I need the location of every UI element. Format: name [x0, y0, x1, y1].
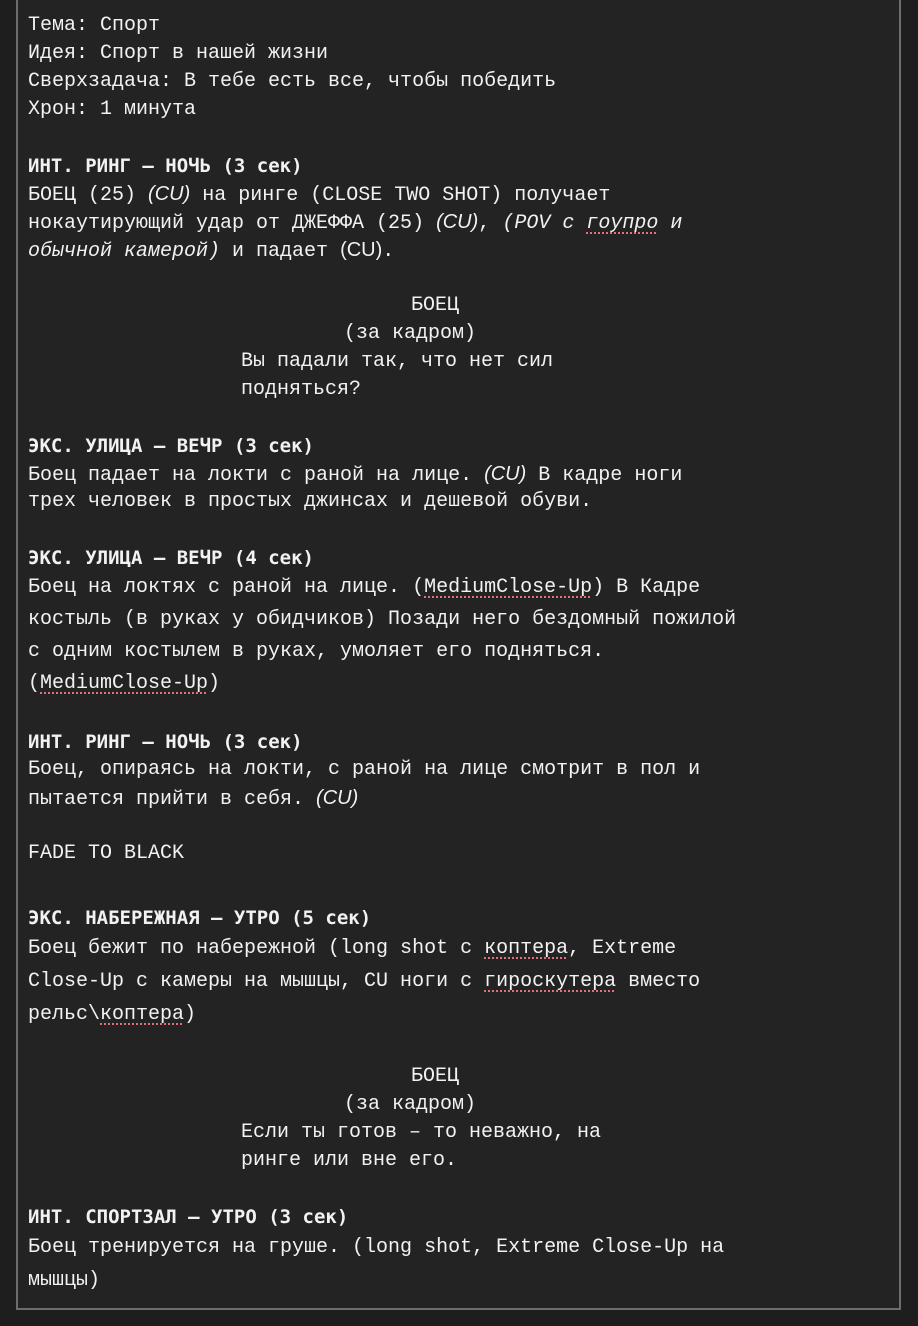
text-run: нокаутирующий удар от ДЖЕФФА (25) [28, 212, 437, 235]
scene4-action-line-2 [28, 784, 890, 812]
dialogue1-character: БОЕЦ [411, 294, 460, 317]
text-run: БОЕЦ (25) [28, 184, 149, 207]
scene4-action-line-1: Боец, опираясь на локти, с раной на лице смотрит в пол и [28, 758, 701, 781]
screenplay-document[interactable] [28, 12, 890, 1297]
shot-tag: (CU) [436, 211, 479, 233]
scene5-action-line-3 [28, 998, 890, 1031]
transition: FADE TO BLACK [28, 842, 185, 865]
meta-duration: Хрон: 1 минута [28, 98, 197, 121]
scene-heading-3: ЭКС. УЛИЦА – ВЕЧР (4 сек) [28, 547, 314, 569]
dialogue2-line-1: Если ты готов – то неважно, на [241, 1121, 602, 1144]
scene3-action-line-4 [28, 668, 890, 700]
text-run: вместо [616, 970, 701, 993]
dialogue1-parenthetical: (за кадром) [344, 322, 477, 345]
spellcheck-word[interactable]: гироскутера [484, 970, 617, 993]
dialogue2-parenthetical: (за кадром) [344, 1093, 477, 1116]
scene3-action-line-3: с одним костылем в руках, умоляет его подняться. [28, 640, 605, 663]
shot-tag: (CU) [148, 183, 191, 205]
scene-heading-6: ИНТ. СПОРТЗАЛ – УТРО (3 сек) [28, 1206, 349, 1228]
scene-heading-5: ЭКС. НАБЕРЕЖНАЯ – УТРО (5 сек) [28, 907, 372, 929]
scene2-action-line-1 [28, 460, 890, 488]
meta-idea: Идея: Спорт в нашей жизни [28, 42, 329, 65]
meta-superobjective: Сверхзадача: В тебе есть все, чтобы победить [28, 70, 557, 93]
spacer [28, 264, 890, 292]
spellcheck-word[interactable]: коптера [100, 1003, 185, 1026]
text-run: обычной камерой) [28, 240, 221, 263]
scene-heading-2: ЭКС. УЛИЦА – ВЕЧР (3 сек) [28, 435, 314, 457]
spellcheck-word[interactable]: гоупро [586, 212, 659, 235]
text-run: Боец падает на локти с раной на лице. [28, 464, 485, 487]
text-run: на ринге (CLOSE TWO SHOT) получает [190, 184, 611, 207]
spacer [28, 700, 890, 728]
shot-tag: (CU) [316, 787, 359, 809]
text-run: ) [208, 672, 221, 695]
text-run: Боец на локтях с раной на лице. ( [28, 576, 425, 599]
scene2-action-line-2: трех человек в простых джинсах и дешевой обуви. [28, 490, 593, 513]
spacer [28, 516, 890, 544]
spacer [28, 812, 890, 840]
scene1-action-line-3 [28, 236, 890, 264]
spacer [28, 124, 890, 152]
dialogue1-line-2: подняться? [241, 378, 362, 401]
scene3-action-line-1 [28, 572, 890, 604]
scene3-action-line-2: костыль (в руках у обидчиков) Позади него бездомный пожилой [28, 608, 737, 631]
scene5-action-line-1 [28, 932, 890, 965]
spellcheck-word[interactable]: MediumClose-Up [40, 672, 209, 695]
scene6-action-line-2: мышцы) [28, 1269, 101, 1292]
text-run: ( [28, 672, 41, 695]
meta-theme: Тема: Спорт [28, 14, 161, 37]
scene-heading-4: ИНТ. РИНГ – НОЧЬ (3 сек) [28, 731, 303, 753]
scene-heading-1: ИНТ. РИНГ – НОЧЬ (3 сек) [28, 155, 303, 177]
shot-tag: (POV с [502, 212, 587, 235]
scene1-action-line-2 [28, 208, 890, 236]
text-run: В кадре ноги [526, 464, 683, 487]
spacer [28, 868, 890, 904]
spellcheck-word[interactable]: коптера [484, 937, 569, 960]
dialogue2-character: БОЕЦ [411, 1065, 460, 1088]
dialogue2-line-2: ринге или вне его. [241, 1149, 458, 1172]
scene1-action-line-1 [28, 180, 890, 208]
text-run: Боец бежит по набережной (long shot с [28, 937, 485, 960]
text-run: , Extreme [568, 937, 677, 960]
text-run: и [658, 212, 683, 235]
scene6-action-line-1: Боец тренируется на груше. (long shot, Extreme Close-Up на [28, 1236, 725, 1259]
spacer [28, 1031, 890, 1063]
spellcheck-word[interactable]: MediumClose-Up [424, 576, 593, 599]
dialogue1-line-1: Вы падали так, что нет сил [241, 350, 554, 373]
spacer [28, 404, 890, 432]
text-run: и падает [220, 240, 341, 263]
shot-tag: (CU) [484, 463, 527, 485]
text-run: рельс\ [28, 1003, 101, 1026]
spacer [28, 1175, 890, 1203]
text-run: . [382, 240, 395, 263]
shot-tag: (CU) [340, 239, 383, 261]
scene5-action-line-2 [28, 965, 890, 998]
text-run: ) [184, 1003, 197, 1026]
text-run: пытается прийти в себя. [28, 788, 317, 811]
text-run: Close-Up с камеры на мышцы, CU ноги с [28, 970, 485, 993]
text-run: ) В Кадре [592, 576, 701, 599]
text-run: , [478, 212, 503, 235]
